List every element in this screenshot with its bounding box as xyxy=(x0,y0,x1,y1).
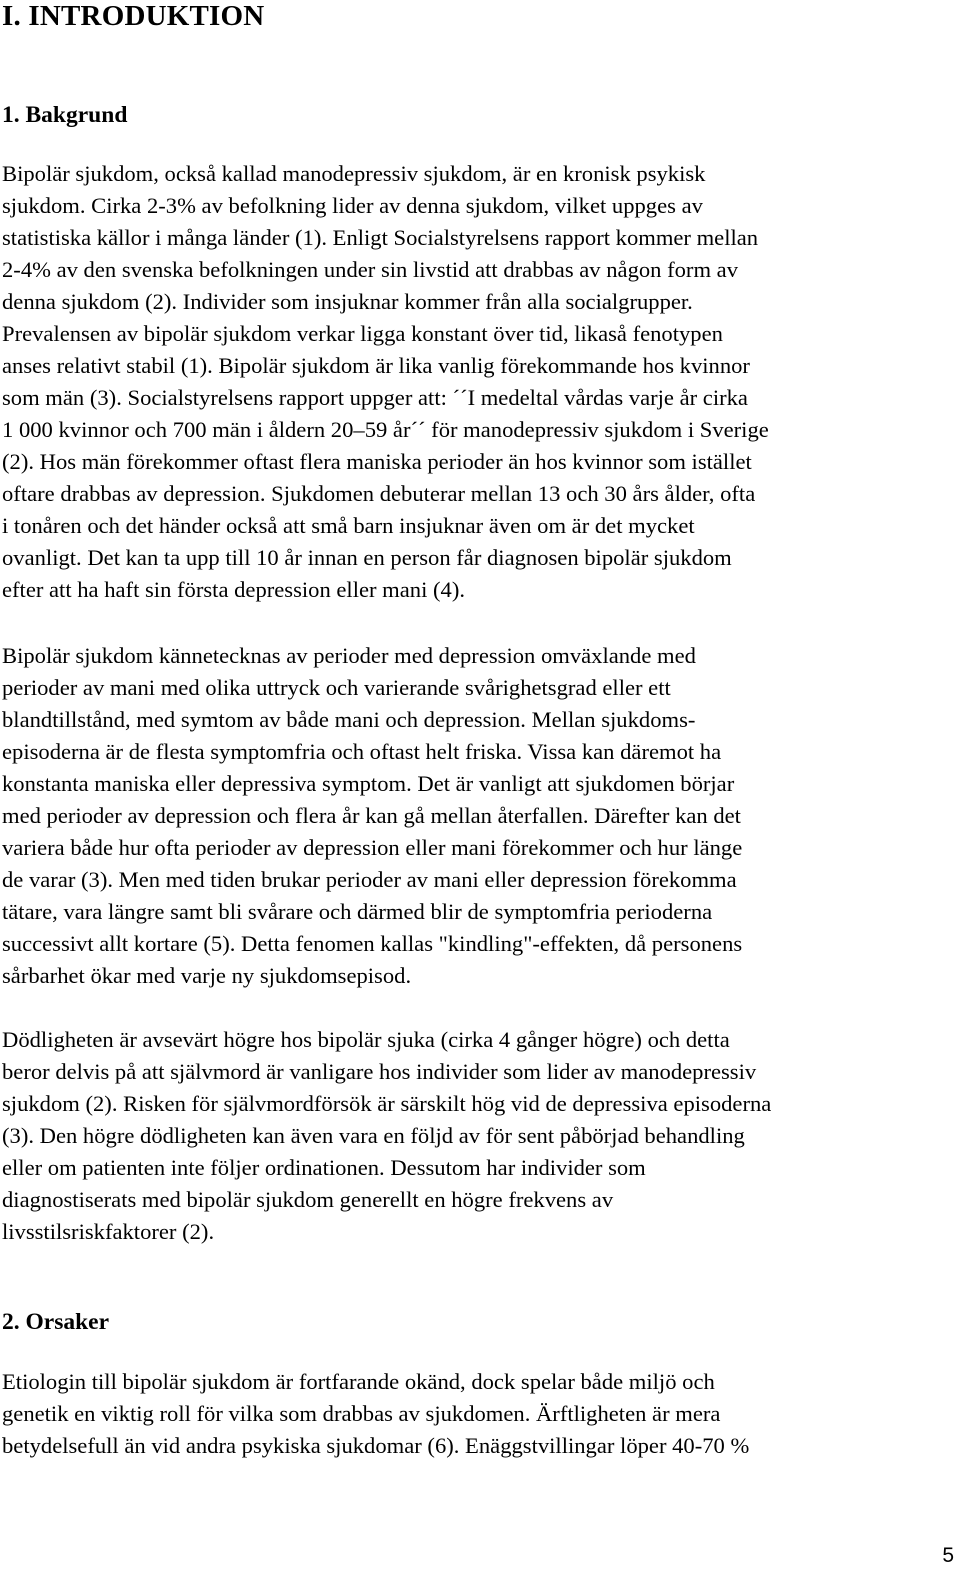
paragraph-orsaker-1: Etiologin till bipolär sjukdom är fortfarande okänd, dock spelar både miljö och genetik en viktig roll för vilka som drabbas av sjukdomen. Ärftligheten är mera betydelsefull än vid andra psykiska sjukdomar (6). Enäggstvillingar löper 40-70 % xyxy=(2,1369,750,1458)
paragraph-bakgrund-2: Bipolär sjukdom kännetecknas av perioder med depression omväxlande med perioder av mani med olika uttryck och varierande svårighetsgrad eller ett blandtillstånd, med symtom av både mani och depression. Mellan sjukdoms- episoderna är de flesta symptomfria och oftast helt friska. Vissa kan däremot ha konstanta maniska eller depressiva symptom. Det är vanligt att sjukdomen börjar med perioder av depression och flera år kan gå mellan återfallen. Därefter kan det variera både hur ofta perioder av depression eller mani förekommer och hur länge de varar (3). Men med tiden brukar perioder av mani eller depression förekomma tätare, vara längre samt bli svårare och därmed blir de symptomfria perioderna successivt allt kortare (5). Detta fenomen kallas "kindling"-effekten, då personens sårbarhet ökar med varje ny sjukdomsepisod. xyxy=(2,643,743,988)
chapter-title: I. INTRODUKTION xyxy=(2,0,265,32)
paragraph-bakgrund-3: Dödligheten är avsevärt högre hos bipolär sjuka (cirka 4 gånger högre) och detta beror delvis på att självmord är vanligare hos individer som lider av manodepressiv sjukdom (2). Risken för självmordförsök är särskilt hög vid de depressiva episoderna (3). Den högre dödligheten kan även vara en följd av för sent påbörjad behandling eller om patienten inte följer ordinationen. Dessutom har individer som diagnostiserats med bipolär sjukdom generellt en högre frekvens av livsstilsriskfaktorer (2). xyxy=(2,1027,772,1244)
page-number: 5 xyxy=(942,1544,954,1567)
section-heading-bakgrund: 1. Bakgrund xyxy=(2,102,128,128)
paragraph-bakgrund-1: Bipolär sjukdom, också kallad manodepressiv sjukdom, är en kronisk psykisk sjukdom. Cirka 2-3% av befolkning lider av denna sjukdom, vilket uppges av statistiska källor i många länder (1). Enligt Socialstyrelsens rapport kommer mellan 2-4% av den svenska befolkningen under sin livstid att drabbas av någon form av denna sjukdom (2). Individer som insjuknar kommer från alla socialgrupper. Prevalensen av bipolär sjukdom verkar ligga konstant över tid, likaså fenotypen anses relativt stabil (1). Bipolär sjukdom är lika vanlig förekommande hos kvinnor som män (3). Socialstyrelsens rapport uppger att: ´´I medeltal vårdas varje år cirka 1 000 kvinnor och 700 män i åldern 20–59 år´´ för manodepressiv sjukdom i Sverige (2). Hos män förekommer oftast flera maniska perioder än hos kvinnor som istället oftare drabbas av depression. Sjukdomen debuterar mellan 13 och 30 års ålder, ofta i tonåren och det händer också att små barn insjuknar även om är det mycket ovanligt. Det kan ta upp till 10 år innan en person får diagnosen bipolär sjukdom efter att ha haft sin första depression eller mani (4). xyxy=(2,161,769,602)
section-heading-orsaker: 2. Orsaker xyxy=(2,1309,110,1335)
